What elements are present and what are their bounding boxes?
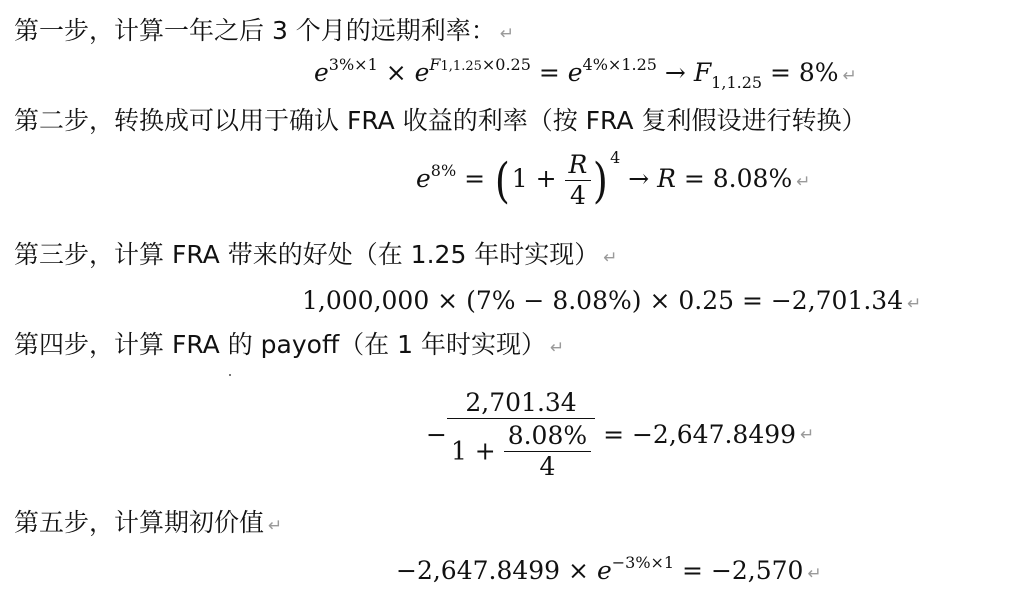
step2-rparen: ) xyxy=(593,152,609,209)
step4-formula xyxy=(426,388,814,482)
step4-result: = −2,647.8499 xyxy=(595,420,797,449)
return-mark-icon: ↵ xyxy=(549,338,565,358)
step2-exp: 8% xyxy=(430,161,457,180)
return-mark-icon: ↵ xyxy=(268,516,283,536)
step2-eq: = xyxy=(456,164,494,193)
step5-exp: −3%×1 xyxy=(611,553,675,572)
step3-text-line xyxy=(14,240,618,273)
step1-exp2-rest: ×0.25 xyxy=(481,55,531,74)
step1-e3: e xyxy=(567,58,583,87)
step5-result: = −2,570 xyxy=(674,556,804,585)
step2-arrow: → xyxy=(620,164,658,193)
step2-result: = 8.08% xyxy=(675,164,793,193)
step4-minus: − xyxy=(426,420,447,449)
step1-exp2-sub: 1,1.25 xyxy=(440,59,482,74)
step4-fraction xyxy=(447,388,595,482)
step1-exp2-F: F xyxy=(429,55,441,74)
step1-result: = 8% xyxy=(762,58,839,87)
step5-lead: −2,647.8499 × xyxy=(396,556,597,585)
step1-eq: = xyxy=(530,58,568,87)
step5-text: 第五步，计算期初价值 xyxy=(14,508,265,537)
step2-fraction xyxy=(565,150,592,211)
step4-text-line xyxy=(14,330,564,363)
return-mark-icon: ↵ xyxy=(499,24,515,44)
step4-text: 第四步，计算 FRA 的 payoff（在 1 年时实现） xyxy=(14,330,546,359)
step1-F: F xyxy=(693,58,712,87)
step3-formula-text: 1,000,000 × (7% − 8.08%) × 0.25 = −2,701.34 xyxy=(302,286,904,315)
step1-exp1: 3%×1 xyxy=(328,55,378,74)
return-mark-icon: ↵ xyxy=(796,172,811,192)
step1-exp2 xyxy=(429,55,531,74)
step3-text: 第三步，计算 FRA 带来的好处（在 1.25 年时实现） xyxy=(14,240,600,269)
step2-formula xyxy=(416,150,810,211)
step2-text: 第二步，转换成可以用于确认 FRA 收益的利率（按 FRA 复利假设进行转换） xyxy=(14,106,867,135)
return-mark-icon: ↵ xyxy=(807,564,822,584)
step4-inner-num: 8.08% xyxy=(504,421,591,452)
step3-formula xyxy=(302,286,921,319)
step5-text-line xyxy=(14,508,282,541)
step2-one-plus: 1 + xyxy=(511,164,565,193)
step5-e: e xyxy=(596,556,612,585)
step5-formula xyxy=(396,553,822,589)
step1-exp3: 4%×1.25 xyxy=(582,55,657,74)
step1-text-line xyxy=(14,16,514,49)
return-mark-icon: ↵ xyxy=(842,66,857,86)
return-mark-icon: ↵ xyxy=(603,248,618,268)
step1-arrow: → xyxy=(656,58,694,87)
step2-lparen: ( xyxy=(494,152,510,209)
step2-frac-num: R xyxy=(565,150,592,181)
step2-R: R xyxy=(657,164,676,193)
step1-F-sub: 1,1.25 xyxy=(711,73,763,92)
step1-formula xyxy=(314,55,857,93)
return-mark-icon: ↵ xyxy=(800,425,815,445)
step1-text: 第一步，计算一年之后 3 个月的远期利率： xyxy=(14,16,496,45)
step1-e2: e xyxy=(414,58,430,87)
step2-frac-den: 4 xyxy=(569,181,586,210)
step1-times: × xyxy=(377,58,415,87)
step4-frac-den xyxy=(447,419,595,482)
return-mark-icon: ↵ xyxy=(907,294,922,314)
step2-power: 4 xyxy=(610,148,621,167)
step1-e1: e xyxy=(314,58,329,87)
step4-den-one-plus: 1 + xyxy=(450,436,504,466)
step4-inner-fraction xyxy=(504,421,591,482)
step4-inner-den: 4 xyxy=(539,452,556,481)
step2-text-line xyxy=(14,106,866,136)
step4-frac-num: 2,701.34 xyxy=(447,388,595,419)
step2-e: e xyxy=(416,164,431,193)
stray-dot xyxy=(229,374,231,376)
